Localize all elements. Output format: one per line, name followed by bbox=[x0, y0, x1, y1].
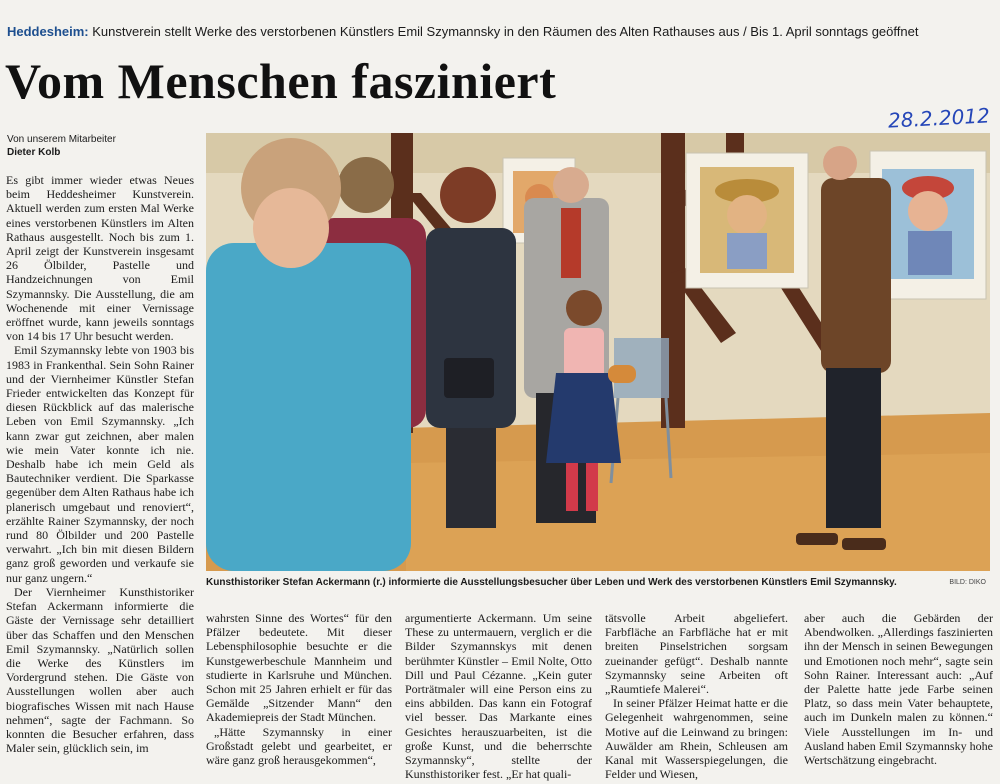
kicker-location: Heddesheim: bbox=[7, 24, 89, 39]
headline: Vom Menschen fasziniert bbox=[5, 53, 557, 109]
byline bbox=[7, 133, 116, 159]
paragraph: tätsvolle Arbeit abgeliefert. Farbfläche an Farbfläche hat er mit breiten Pinselstrichen sorgsam zueinander gefügt“. Deshalb nannte Szymannsky seine Arbeiten oft „Raumtiefe Malerei“. bbox=[605, 611, 788, 697]
byline-label: Von unserem Mitarbeiter bbox=[7, 134, 116, 145]
kicker-line bbox=[7, 24, 997, 39]
article-column-3 bbox=[405, 611, 592, 781]
kicker-text: Kunstverein stellt Werke des verstorbenen Künstlers Emil Szymannsky in den Räumen des Alten Rathauses aus / Bis 1. April sonntags geöffnet bbox=[92, 24, 919, 39]
paragraph: Emil Szymannsky lebte von 1903 bis 1983 in Frankenthal. Sein Sohn Rainer und der Viernheimer Künstler Stefan Frieder entwickelten das Konzept für diesen Rückblick auf das malerische Leben von Emil Szymannsky. „Ich kann zwar gut zeichnen, aber malen wie mein Vater konnte ich nie. Deshalb habe ich mein Geld als Bautechniker verdient. Die Sparkasse gegenüber dem Alten Rathaus habe ich planerisch umgebaut und renoviert“, erzählte Rainer Szymannsky, der noch rund 80 Ölbilder und 200 Pastelle verwahrt. „Ich bin mit diesen Bildern ganz groß geworden und verkaufe sie nur ganz ungern.“ bbox=[6, 343, 194, 585]
article-column-5 bbox=[804, 611, 993, 767]
photo-caption: Kunsthistoriker Stefan Ackermann (r.) informierte die Ausstellungsbesucher über Leben und Werk des verstorbenen Künstlers Emil Szymannsky. bbox=[206, 577, 897, 588]
article-column-4 bbox=[605, 611, 788, 781]
paragraph: Der Viernheimer Kunsthistoriker Stefan Ackermann informierte die Gäste der Vernissage sehr detailliert über das Schaffen und den Menschen Emil Szymannsky. „Natürlich sollen die Werke des Künstlers im Vordergrund stehen. Die Gäste von Ausstellungen wollen aber auch biografisches Wissen mit nach Hause nehmen“, sagte der Fachmann. So konnten die Besucher erfahren, dass Maler sein, glücklich sein, im bbox=[6, 584, 194, 756]
handwritten-date: 28.2.2012 bbox=[887, 103, 991, 133]
paragraph: argumentierte Ackermann. Um seine These zu untermauern, verglich er die Bilder Szymannskys mit denen berühmter Künstler – Emil Nolte, Otto Dill und Paul Cézanne. „Kein guter Porträtmaler will eine Person eins zu eins abbilden. Das kann ein Fotograf viel besser. Das Markante eines Gesichtes herauszuarbeiten, ist die große Kunst, und die beherrschte Szymannsky“, stellte der Kunsthistoriker fest. „Er hat quali- bbox=[405, 611, 592, 782]
article-photo bbox=[206, 133, 990, 571]
paragraph: aber auch die Gebärden der Abendwolken. „Allerdings faszinierten ihn der Mensch in seinen Bewegungen und Emotionen noch mehr“, sagte sein Sohn Rainer. Interessant auch: „Auf der Palette hatte jede Farbe seinen Platz, so dass mein Vater behauptete, auch im Dunkeln malen zu können.“ Viele Ausstellungen im In- und Ausland haben Emil Szymannsky hohe Wertschätzung eingebracht. bbox=[804, 611, 993, 768]
paragraph: „Hätte Szymannsky in einer Großstadt gelebt und gearbeitet, er wäre ganz groß herausgekommen“, bbox=[206, 724, 392, 768]
paragraph: In seiner Pfälzer Heimat hatte er die Gelegenheit wahrgenommen, seine Motive auf die Leinwand zu bringen: Auwälder am Rhein, Schleusen am Kanal mit Wasserspiegelungen, die Felder und Wiesen, bbox=[605, 696, 788, 782]
paragraph: wahrsten Sinne des Wortes“ für den Pfälzer bedeutete. Mit dieser Lebensphilosophie besuchte er die Kunstgewerbeschule Mannheim und studierte in Karlsruhe und München. Schon mit 25 Jahren erhielt er für das Gemälde „Sitzender Mann“ den Akademiepreis der Stadt München. bbox=[206, 611, 392, 725]
photo-credit: BILD: DIKO bbox=[949, 579, 986, 586]
exhibition-photo-illustration bbox=[206, 133, 990, 571]
paragraph: Es gibt immer wieder etwas Neues beim Heddesheimer Kunstverein. Aktuell werden zum ersten Mal Werke eines verstorbenen Künstlers im Alten Rathaus ausgestellt. Noch bis zum 1. April zeigt der Kunstverein insgesamt 26 Ölbilder, Pastelle und Handzeichnungen von Emil Szymannsky. Die Ausstellung, die am Wochenende mit einer Vernissage eröffnet wurde, kann jeweils sonntags von 14 bis 17 Uhr besucht werden. bbox=[6, 173, 194, 344]
article-column-1 bbox=[6, 173, 194, 755]
article-column-2 bbox=[206, 611, 392, 767]
byline-author: Dieter Kolb bbox=[7, 147, 61, 158]
